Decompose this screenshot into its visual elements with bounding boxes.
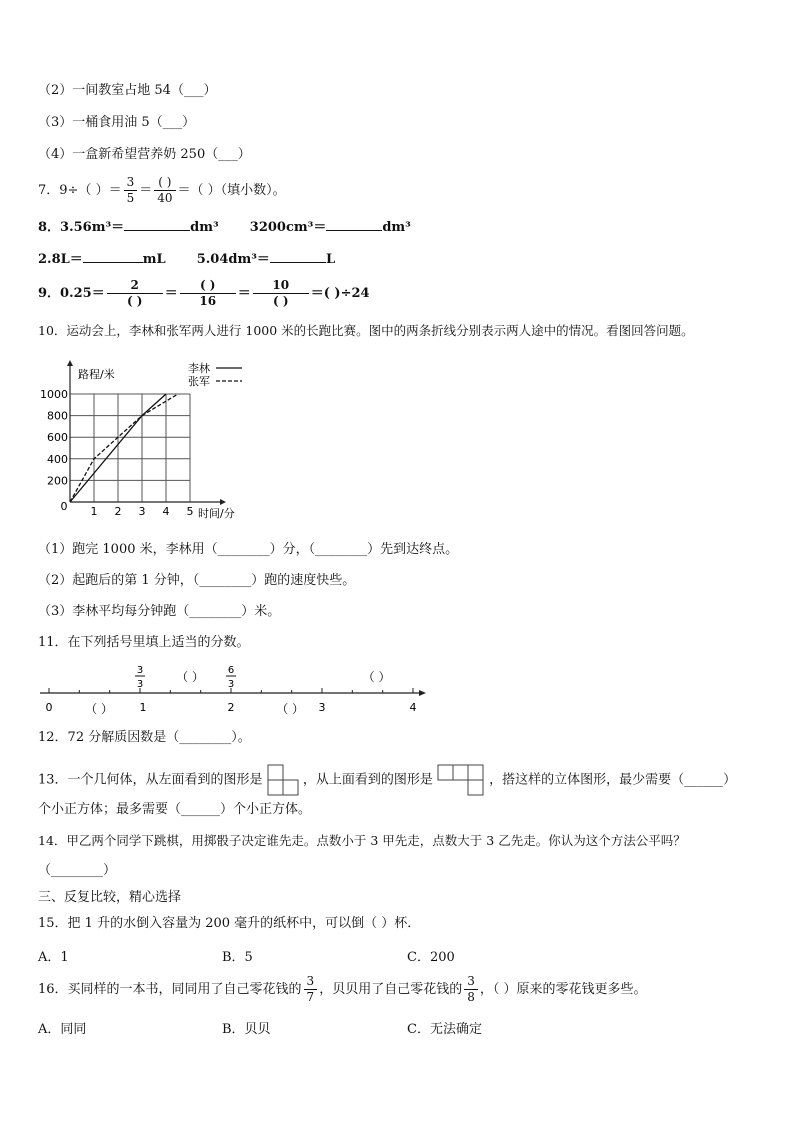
- fraction-denominator: 3: [227, 679, 235, 690]
- fraction-3-7: $\frac{3}{7}$: [304, 974, 318, 1005]
- y-axis-label: 路程/米: [78, 368, 115, 381]
- question-6-2: （2）一间教室占地 54（___）: [38, 83, 217, 98]
- answer-blank[interactable]: [83, 250, 143, 263]
- top-view-figure: [437, 764, 485, 796]
- tick-label: 0: [45, 701, 53, 714]
- number-line-arrow: [419, 690, 426, 696]
- question-13: 13．一个几何体，从左面看到的图形是 ，从上面看到的图形是 ，搭这样的立体图形，最少需要（______）: [38, 764, 736, 796]
- fraction-2-blank: $\frac{2}{( )}$: [107, 278, 163, 309]
- q16-option-b[interactable]: B．贝贝: [222, 1022, 271, 1037]
- x-axis-label: 时间/分: [198, 507, 235, 520]
- x-tick-label: 5: [186, 505, 194, 518]
- x-tick-label: 0: [60, 500, 68, 513]
- y-tick-label: 400: [47, 452, 68, 466]
- y-tick-label: 200: [47, 474, 68, 488]
- x-tick-label: 2: [114, 505, 122, 518]
- fraction-blank-16: $\frac{( )}{16}$: [180, 278, 236, 309]
- tick-label: 1: [139, 701, 147, 714]
- answer-blank-above: （ ）: [362, 670, 391, 684]
- y-tick-label: 1000: [40, 388, 68, 401]
- question-16: 16．买同样的一本书，同同用了自己零花钱的 $\frac{3}{7}$ ，贝贝用了自己零花钱的 $\frac{3}{8}$ ，（ ）原来的零花钱更多些。: [38, 974, 647, 1004]
- series-line-2: [70, 394, 178, 502]
- x-tick-label: 4: [162, 505, 170, 518]
- y-tick-label: 800: [47, 409, 68, 423]
- question-13-continued: 个小正方体；最多需要（______）个小正方体。: [38, 802, 312, 817]
- question-10-1: （1）跑完 1000 米，李林用（________）分，（________）先到达终点。: [38, 542, 459, 557]
- question-10-2: （2）起跑后的第 1 分钟，（________）跑的速度快些。: [38, 573, 356, 588]
- question-11: 11．在下列括号里填上适当的分数。: [38, 635, 250, 650]
- fraction-numerator: 6: [227, 665, 235, 676]
- question-9: 9．0.25＝ $\frac{2}{( )}$ ＝ $\frac{( )}{16}$ ＝ $\frac{10}{( )}$ ＝( )÷24: [38, 278, 370, 308]
- question-8-b: 2.8L＝ mL 5.04dm³＝ L: [38, 252, 336, 267]
- fraction-3-8: $\frac{3}{8}$: [464, 974, 478, 1005]
- fraction-blank-40: $\frac{( )}{40}$: [154, 175, 175, 206]
- fraction-numerator: 3: [136, 665, 144, 676]
- y-axis-arrow: [67, 360, 73, 366]
- answer-blank[interactable]: [270, 250, 326, 263]
- fraction-10-blank: $\frac{10}{( )}$: [253, 278, 309, 309]
- distance-time-chart: [36, 356, 266, 526]
- question-12: 12．72 分解质因数是（________）。: [38, 730, 251, 745]
- section-3-heading: 三、反复比较，精心选择: [38, 890, 182, 905]
- x-tick-label: 3: [138, 505, 146, 518]
- answer-blank-below: （ ）: [85, 702, 113, 716]
- question-6-4: （4）一盒新希望营养奶 250（___）: [38, 147, 251, 162]
- question-10-3: （3）李林平均每分钟跑（________）米。: [38, 604, 281, 619]
- answer-blank-above: （ ）: [176, 670, 204, 684]
- q16-option-c[interactable]: C．无法确定: [407, 1022, 482, 1037]
- x-axis-arrow: [220, 499, 226, 505]
- q15-option-a[interactable]: A．1: [38, 950, 69, 965]
- legend-label: 李林: [188, 362, 210, 375]
- tick-label: 2: [227, 701, 235, 714]
- answer-blank[interactable]: [326, 218, 382, 231]
- q15-option-b[interactable]: B．5: [222, 950, 253, 965]
- question-15: 15．把 1 升的水倒入容量为 200 毫升的纸杯中，可以倒（ ）杯．: [38, 916, 421, 931]
- q15-option-c[interactable]: C．200: [407, 950, 455, 965]
- tick-label: 3: [318, 701, 326, 714]
- y-tick-label: 600: [47, 431, 68, 445]
- q16-option-a[interactable]: A．同同: [38, 1022, 87, 1037]
- fraction-3-5: $\frac{3}{5}$: [124, 175, 138, 206]
- answer-blank-below: （ ）: [276, 702, 305, 716]
- question-14-answer: （________）: [38, 863, 117, 878]
- x-tick-label: 1: [90, 505, 98, 518]
- number-line: [36, 660, 436, 720]
- question-7: 7．9÷（ ）＝ $\frac{3}{5}$ ＝ $\frac{( )}{40}$ ＝（ ）（填小数）。: [38, 175, 286, 205]
- tick-label: 4: [409, 701, 417, 714]
- question-14: 14．甲乙两个同学下跳棋，用掷骰子决定谁先走。点数小于 3 甲先走，点数大于 3 乙先走。你认为这个方法公平吗？: [38, 833, 686, 848]
- question-8: 8．3.56m³＝ dm³ 3200cm³＝ dm³: [38, 220, 411, 235]
- question-6-3: （3）一桶食用油 5（___）: [38, 115, 196, 130]
- question-10: 10．运动会上，李林和张军两人进行 1000 米的长跑比赛。图中的两条折线分别表示两人途中的情况。看图回答问题。: [38, 323, 694, 338]
- left-view-figure: [267, 764, 299, 796]
- legend-label: 张军: [188, 375, 210, 388]
- fraction-denominator: 3: [136, 679, 144, 690]
- answer-blank[interactable]: [124, 218, 190, 231]
